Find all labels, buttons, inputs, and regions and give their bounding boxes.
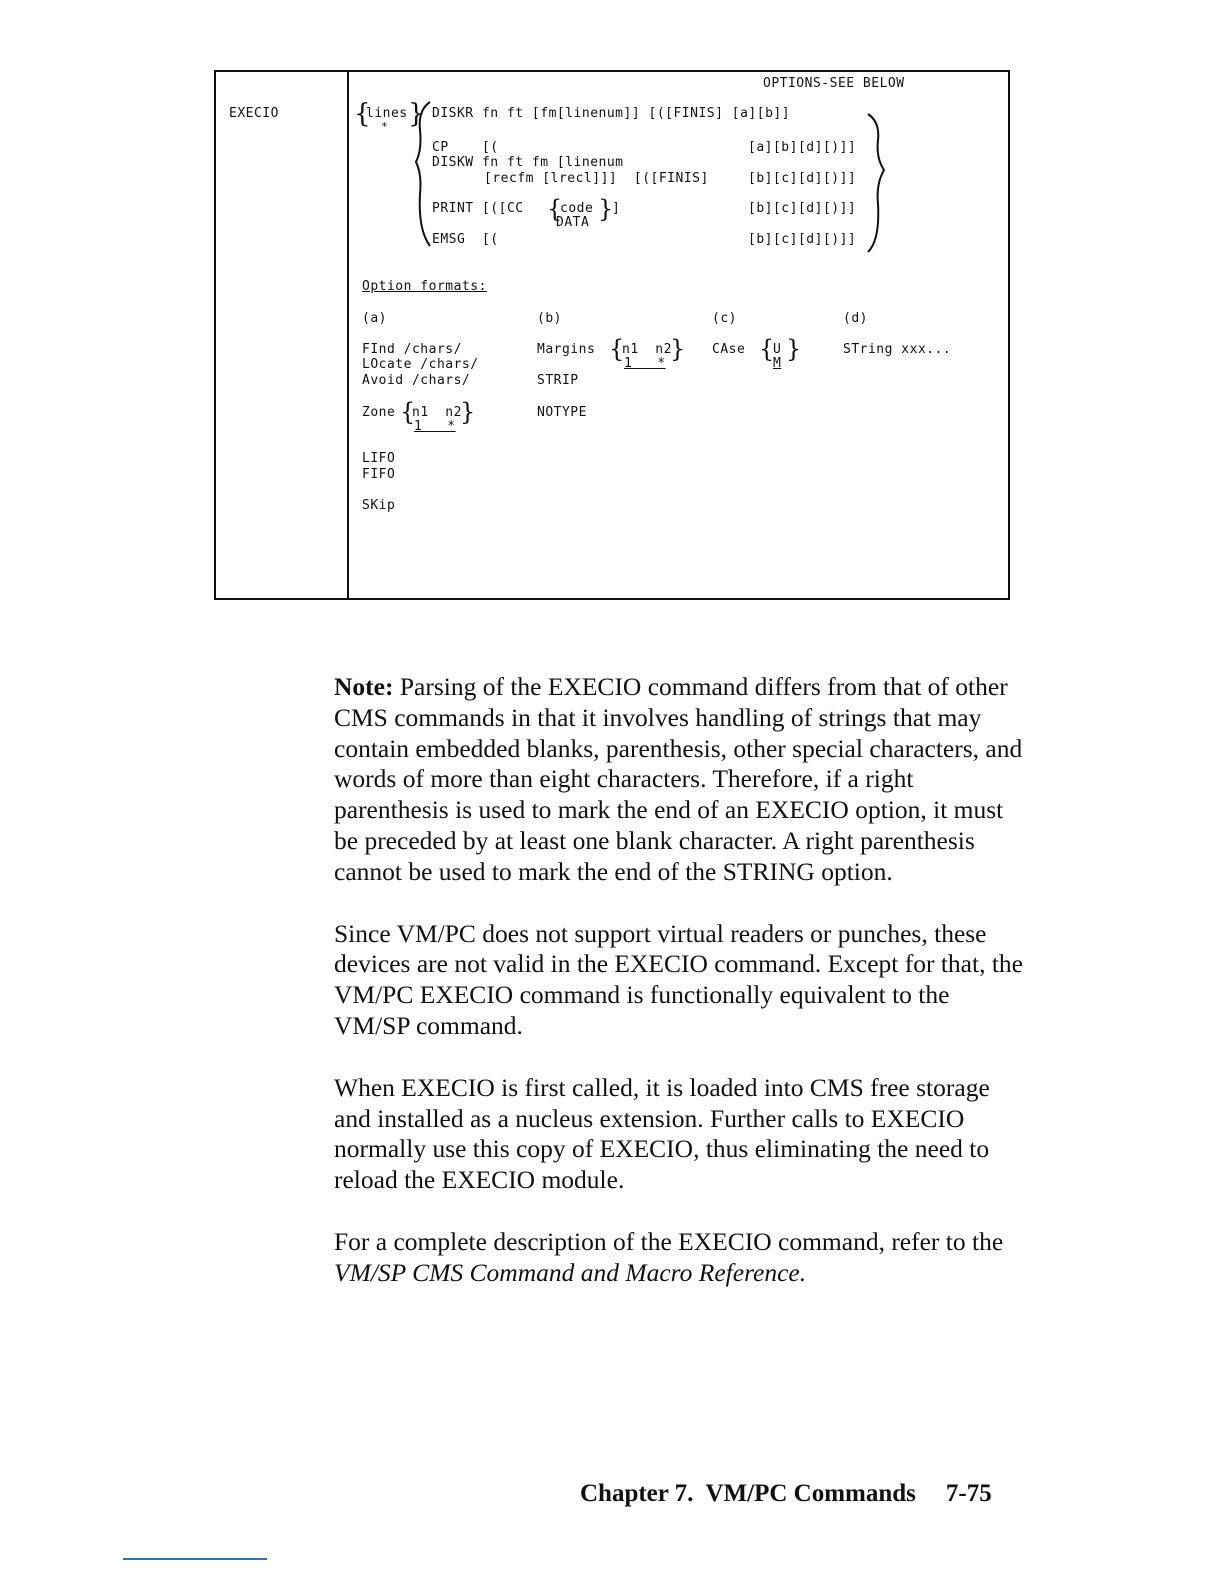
note-paragraph bbox=[334, 672, 1024, 888]
paragraph-4 bbox=[334, 1227, 1024, 1289]
case-brace-left: { bbox=[759, 335, 775, 363]
column-a-header: (a) bbox=[362, 311, 387, 326]
left-brace: { bbox=[354, 99, 371, 129]
margins-brace-right: } bbox=[670, 335, 686, 363]
cp-options: [a][b][d][)]] bbox=[748, 140, 857, 155]
case-brace-right: } bbox=[786, 335, 802, 363]
lifo-option: LIFO bbox=[362, 451, 396, 466]
command-name: EXECIO bbox=[229, 106, 279, 121]
zone-option: Zone bbox=[362, 405, 396, 420]
locate-option: LOcate /chars/ bbox=[362, 357, 479, 372]
column-d-header: (d) bbox=[843, 311, 868, 326]
column-b-header: (b) bbox=[537, 311, 562, 326]
formats-title: Option formats: bbox=[362, 279, 487, 294]
chapter-title: Chapter 7. VM/PC Commands bbox=[580, 1480, 916, 1507]
print-close: ] bbox=[612, 201, 621, 216]
margins-top: n1 n2 bbox=[622, 342, 672, 357]
case-option: CAse bbox=[712, 342, 746, 357]
paragraph-2: Since VM/PC does not support virtual readers or punches, these devices are not valid in the EXECIO command. Except for that, the VM/PC EXECIO command is functionally equivalent to the VM/SP command. bbox=[334, 918, 1023, 1040]
diskw-line: DISKW fn ft fm [linenum bbox=[432, 155, 624, 170]
zone-brace-left: { bbox=[400, 398, 416, 426]
fifo-option: FIFO bbox=[362, 467, 396, 482]
print-options: [b][c][d][)]] bbox=[748, 201, 857, 216]
column-c-header: (c) bbox=[712, 311, 737, 326]
print-brace-left: { bbox=[547, 195, 563, 223]
case-top: U bbox=[773, 342, 782, 357]
skip-option: SKip bbox=[362, 498, 396, 513]
paragraph-3: When EXECIO is first called, it is loaded into CMS free storage and installed as a nucleus extension. Further calls to EXECIO normally use this copy of EXECIO, thus eliminating the need to reload the EXECIO module. bbox=[334, 1072, 990, 1195]
body-text bbox=[334, 672, 1024, 1320]
print-code: code bbox=[560, 201, 594, 216]
emsg-line: EMSG [( bbox=[432, 232, 499, 247]
operation-brace bbox=[412, 100, 436, 250]
find-option: FInd /chars/ bbox=[362, 342, 462, 357]
margins-option: Margins bbox=[537, 342, 596, 357]
zone-brace-right: } bbox=[460, 398, 476, 426]
cp-line: CP [( bbox=[432, 140, 499, 155]
star-operand: * bbox=[381, 120, 389, 133]
zone-top: n1 n2 bbox=[412, 405, 462, 420]
string-option: STring xxx... bbox=[843, 342, 952, 357]
syntax-divider bbox=[347, 70, 349, 600]
options-header: OPTIONS-SEE BELOW bbox=[763, 76, 905, 91]
note-text: Parsing of the EXECIO command differs from that of other CMS commands in that it involves handling of strings that may contain embedded blanks, parenthesis, other special characters, and words of more than eight characters. Therefore, if a right parenthesis is used to mark the end of an EXECIO option, it must be preceded by at least one blank character. A right parenthesis cannot be used to mark the end of the STRING option. bbox=[334, 672, 1023, 886]
emsg-options: [b][c][d][)]] bbox=[748, 232, 857, 247]
reference-title: VM/SP CMS Command and Macro Reference. bbox=[334, 1257, 807, 1287]
avoid-option: Avoid /chars/ bbox=[362, 373, 471, 388]
lines-operand: lines bbox=[366, 106, 408, 121]
diskw-options: [b][c][d][)]] bbox=[748, 171, 857, 186]
options-brace bbox=[864, 112, 888, 254]
margins-brace-left: { bbox=[609, 335, 625, 363]
margins-bottom: 1 * bbox=[624, 356, 666, 371]
strip-option: STRIP bbox=[537, 373, 579, 388]
print-data: DATA bbox=[556, 215, 590, 230]
case-bottom: M bbox=[773, 356, 782, 371]
page-footer bbox=[580, 1480, 992, 1508]
print-line: PRINT [([CC bbox=[432, 201, 524, 216]
notype-option: NOTYPE bbox=[537, 405, 587, 420]
zone-bottom: 1 * bbox=[414, 419, 456, 434]
footer-rule bbox=[123, 1558, 267, 1560]
recfm-line: [recfm [lrecl]]] [([FINIS] bbox=[484, 171, 709, 186]
note-label: Note: bbox=[334, 672, 394, 701]
print-brace-right: } bbox=[598, 195, 614, 223]
reference-intro: For a complete description of the EXECIO command, refer to the bbox=[334, 1226, 1004, 1256]
right-brace: } bbox=[408, 99, 425, 129]
diskr-line: DISKR fn ft [fm[linenum]] [([FINIS] [a][b]] bbox=[432, 106, 791, 121]
page-number: 7-75 bbox=[945, 1480, 992, 1507]
